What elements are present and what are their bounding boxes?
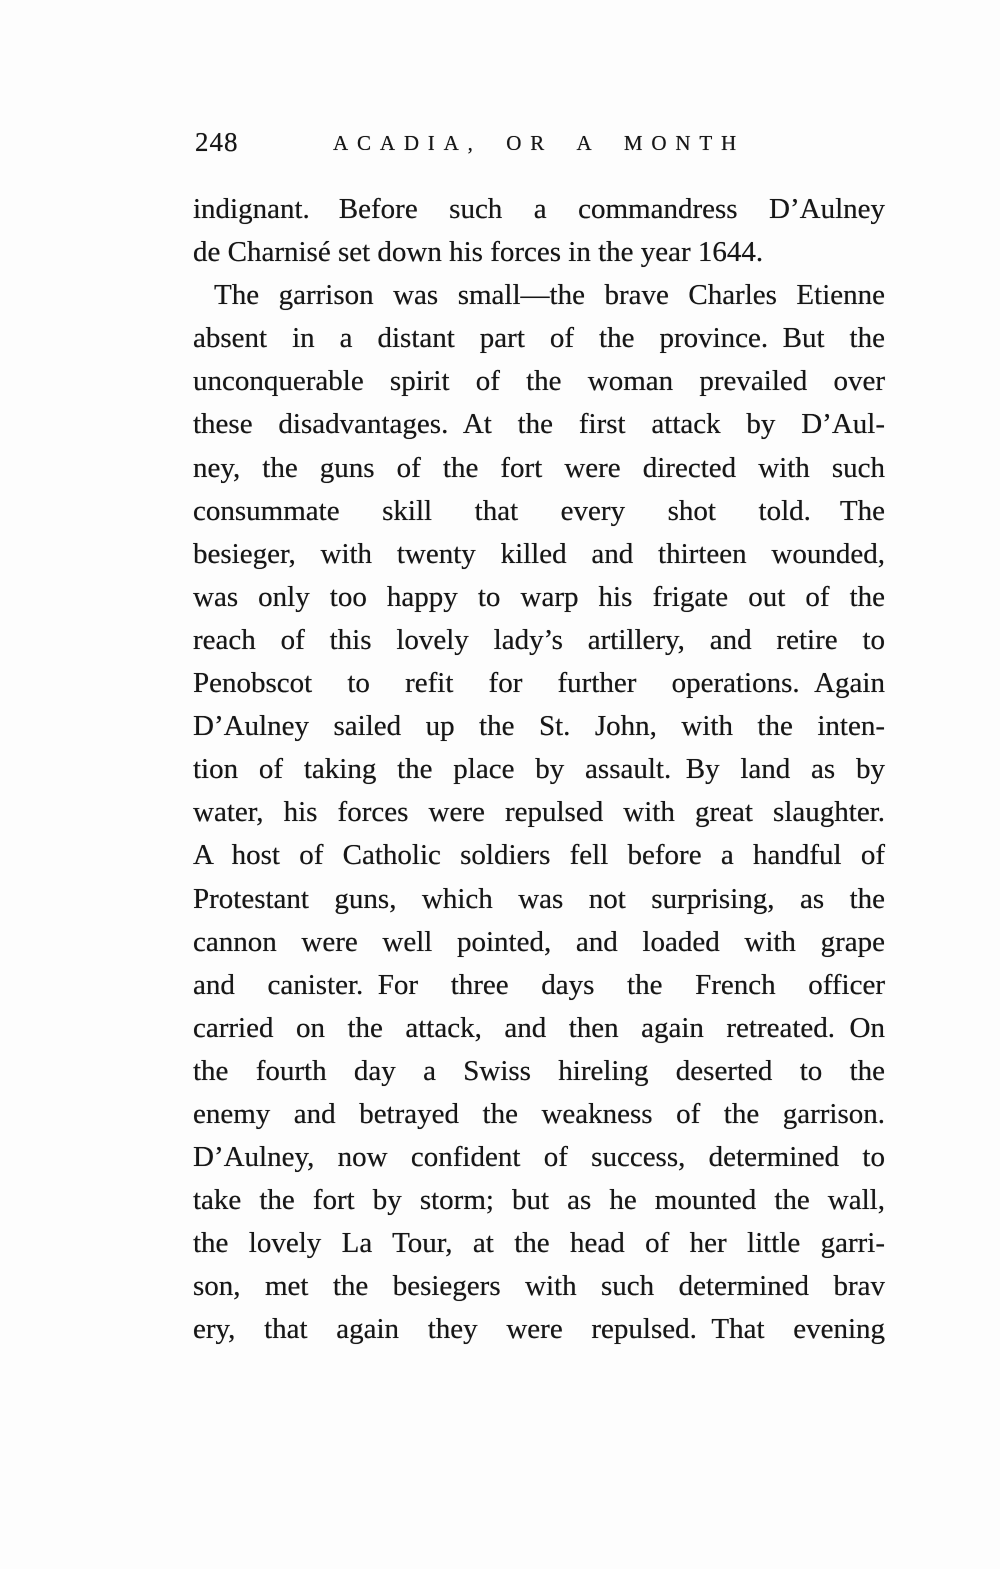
text-line-2: de Charnisé set down his forces in the year 1644. xyxy=(193,236,764,269)
text-line-3: The garrison was small—the brave Charles Etienne xyxy=(214,279,885,312)
text-line-24: take the fort by storm; but as he mounted the wall, xyxy=(193,1184,885,1217)
text-line-26: son, met the besiegers with such determined brav xyxy=(193,1270,885,1303)
text-line-12: Penobscot to refit for further operations. Again xyxy=(193,667,885,700)
text-line-14: tion of taking the place by assault. By land as by xyxy=(193,753,885,786)
text-line-1: indignant. Before such a commandress D’Aulney xyxy=(193,193,885,225)
text-line-20: carried on the attack, and then again retreated. On xyxy=(193,1011,885,1044)
running-title: ACADIA, OR A MONTH xyxy=(333,131,745,155)
text-line-6: these disadvantages. At the first attack by D’Aul- xyxy=(193,408,885,441)
text-line-4: absent in a distant part of the province. But the xyxy=(193,322,885,355)
text-line-15: water, his forces were repulsed with great slaughter. xyxy=(193,796,885,829)
text-line-10: was only too happy to warp his frigate out of the xyxy=(193,580,885,613)
text-line-25: the lovely La Tour, at the head of her little garri- xyxy=(193,1227,885,1260)
text-line-19: and canister. For three days the French officer xyxy=(193,968,885,1001)
text-line-5: unconquerable spirit of the woman prevailed over xyxy=(193,365,885,398)
text-line-9: besieger, with twenty killed and thirteen wounded, xyxy=(193,537,885,570)
text-line-7: ney, the guns of the fort were directed with such xyxy=(193,451,885,484)
text-line-18: cannon were well pointed, and loaded with grape xyxy=(193,925,885,958)
text-line-21: the fourth day a Swiss hireling deserted to the xyxy=(193,1054,885,1087)
page-header xyxy=(193,127,885,161)
text-line-17: Protestant guns, which was not surprising, as the xyxy=(193,882,885,915)
text-line-23: D’Aulney, now confident of success, determined to xyxy=(193,1141,885,1174)
text-line-11: reach of this lovely lady’s artillery, and retire to xyxy=(193,623,885,656)
text-line-16: A host of Catholic soldiers fell before a handful of xyxy=(193,839,885,872)
body-text xyxy=(193,188,885,1352)
text-line-8: consummate skill that every shot told. The xyxy=(193,494,885,527)
page-number: 248 xyxy=(195,127,239,157)
text-line-27: ery, that again they were repulsed. That evening xyxy=(193,1313,885,1346)
text-line-13: D’Aulney sailed up the St. John, with the inten- xyxy=(193,710,885,743)
text-line-22: enemy and betrayed the weakness of the garrison. xyxy=(193,1097,885,1130)
